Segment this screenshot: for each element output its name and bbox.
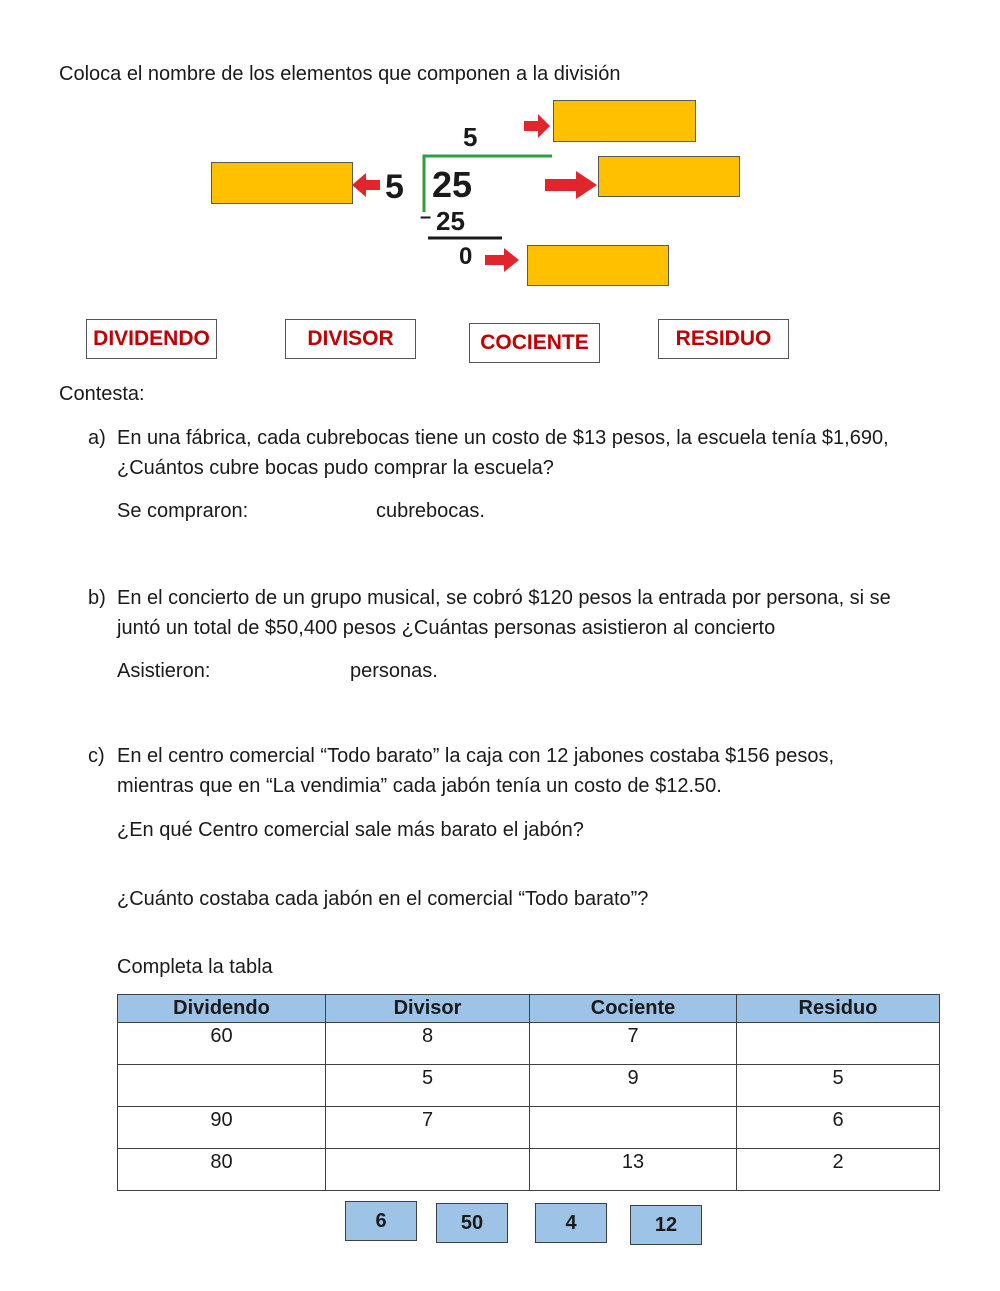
header-residuo: Residuo: [737, 995, 940, 1023]
answer-b-suffix: personas.: [350, 660, 438, 682]
table-cell-blank[interactable]: [118, 1065, 326, 1107]
table-cell: 5: [737, 1065, 940, 1107]
instruction-text: Coloca el nombre de los elementos que componen a la división: [59, 63, 621, 85]
table-cell: 6: [737, 1107, 940, 1149]
table-cell: 8: [326, 1023, 530, 1065]
table-row: [118, 1149, 940, 1191]
table-cell: 5: [326, 1065, 530, 1107]
drop-box-dividend[interactable]: [598, 156, 740, 197]
word-divisor[interactable]: DIVISOR: [285, 319, 416, 359]
question-b-line1: En el concierto de un grupo musical, se cobró $120 pesos la entrada por persona, si se: [117, 587, 891, 609]
number-chip-12[interactable]: 12: [630, 1205, 702, 1245]
answer-a-prefix: Se compraron:: [117, 500, 249, 522]
question-c-line2: mientras que en “La vendimia” cada jabón tenía un costo de $12.50.: [117, 775, 722, 797]
contesta-heading: Contesta:: [59, 383, 145, 405]
quotient-number: 5: [463, 122, 478, 152]
word-residuo[interactable]: RESIDUO: [658, 319, 789, 359]
division-table: [117, 994, 940, 1191]
arrow-left-icon: [352, 173, 380, 197]
table-cell: 7: [326, 1107, 530, 1149]
drop-box-divisor[interactable]: [211, 162, 353, 204]
question-c-q1: ¿En qué Centro comercial sale más barato el jabón?: [117, 819, 584, 841]
arrow-right-icon: [485, 248, 519, 272]
answer-b-prefix: Asistieron:: [117, 660, 211, 682]
word-cociente[interactable]: COCIENTE: [469, 323, 600, 363]
header-dividendo: Dividendo: [118, 995, 326, 1023]
number-chip-4[interactable]: 4: [535, 1203, 607, 1243]
question-b-marker: b): [88, 587, 106, 609]
answer-a-suffix: cubrebocas.: [376, 500, 485, 522]
arrow-right-icon: [524, 114, 550, 138]
drop-box-quotient[interactable]: [553, 100, 696, 142]
table-cell-blank[interactable]: [530, 1107, 737, 1149]
subtraction-number: 25: [436, 206, 465, 236]
number-chip-50[interactable]: 50: [436, 1203, 508, 1243]
divisor-number: 5: [385, 168, 404, 206]
remainder-number: 0: [459, 243, 473, 270]
table-cell: 7: [530, 1023, 737, 1065]
division-lines: [0, 0, 1000, 300]
drop-box-remainder[interactable]: [527, 245, 669, 286]
table-cell: 2: [737, 1149, 940, 1191]
header-cociente: Cociente: [530, 995, 737, 1023]
table-row: [118, 1107, 940, 1149]
question-a-line1: En una fábrica, cada cubrebocas tiene un costo de $13 pesos, la escuela tenía $1,690,: [117, 427, 889, 449]
table-cell: 13: [530, 1149, 737, 1191]
division-bracket: [424, 156, 552, 212]
question-b-line2: juntó un total de $50,400 pesos ¿Cuántas personas asistieron al concierto: [117, 617, 776, 639]
question-c-q2: ¿Cuánto costaba cada jabón en el comercial “Todo barato”?: [117, 888, 649, 910]
question-a-marker: a): [88, 427, 106, 449]
arrow-right-icon: [545, 171, 597, 199]
table-cell-blank[interactable]: [737, 1023, 940, 1065]
table-row: [118, 1065, 940, 1107]
question-a-line2: ¿Cuántos cubre bocas pudo comprar la escuela?: [117, 457, 554, 479]
number-chip-6[interactable]: 6: [345, 1201, 417, 1241]
question-c-line1: En el centro comercial “Todo barato” la caja con 12 jabones costaba $156 pesos,: [117, 745, 835, 767]
table-title: Completa la tabla: [117, 956, 273, 978]
table-cell: 90: [118, 1107, 326, 1149]
minus-sign: –: [420, 206, 432, 228]
word-dividendo[interactable]: DIVIDENDO: [86, 319, 217, 359]
table-cell: 60: [118, 1023, 326, 1065]
table-cell: 9: [530, 1065, 737, 1107]
table-cell: 80: [118, 1149, 326, 1191]
dividend-number: 25: [432, 164, 473, 205]
table-header-row: [118, 995, 940, 1023]
question-c-marker: c): [88, 745, 105, 767]
table-row: [118, 1023, 940, 1065]
header-divisor: Divisor: [326, 995, 530, 1023]
table-cell-blank[interactable]: [326, 1149, 530, 1191]
